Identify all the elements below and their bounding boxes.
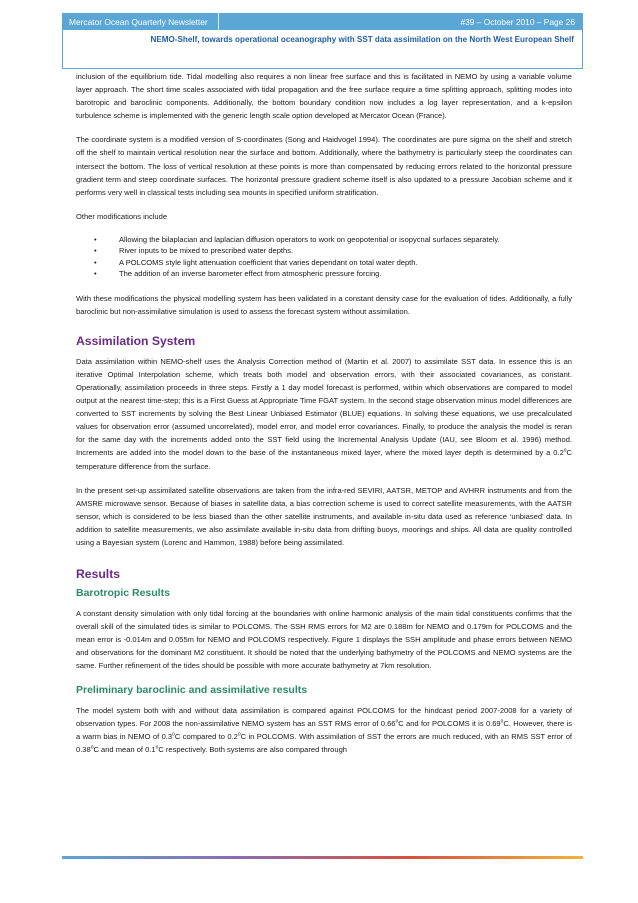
paragraph: inclusion of the equilibrium tide. Tidal modelling also requires a non linear free surface and this is facilitated in NEMO by using a variable volume layer approach. The short time scales associated with tidal propagation and the free surface require a time splitting approach, splitting modes into barotropic and baroclinic components. Additionally, the bottom boundary condition now includes a log layer representation, and a k-epsilon turbulence scheme is implemented with the generic length scale option developed at Mercator Ocean (France). <box>76 72 572 121</box>
text-run: C and for POLCOMS it is 0.69 <box>398 718 501 728</box>
degree-mark: o <box>563 447 567 454</box>
paragraph: A constant density simulation with only tidal forcing at the boundaries with online harmonic analysis of the main tidal constituents confirms that the overall skill of the simulated tides is similar to POLCOMS. The SSH RMS errors for M2 are 0.188m for NEMO and 0.179m for POLCOMS and the mean error is -0.014m and 0.055m for NEMO and POLCOMS respectively. Figure 1 displays the SSH amplitude and phase errors between NEMO and observations for the dominant M2 constituent. It should be noted that the underlying bathymetry of the POLCOMS and NEMO systems are the same. Further refinement of the tides should be possible with more accurate bathymetry at 7km resolution. <box>76 609 572 671</box>
subsection-heading-barotropic: Barotropic Results <box>76 587 170 600</box>
text-run: Data assimilation within NEMO-shelf uses the Analysis Correction method of (Martin et al. 2007) to assimilate SST data. In essence this is an iterative Optimal Interpolation scheme, which treats both model and observation errors, with their associated covariances, as constant. Operationally, assimilation proceeds in three steps. Firstly a 1 day model forecast is performed, within which observations are compared to model output at the nearest time-step; this is a First Guess at Appropriate Time FGAT system. In the second stage observation minus model differences are converted to SST increments by solving the Best Linear Unbiased Estimator (BLUE) equations. In solving these equations, we use precalculated values for observation error (assumed uncorrelated), model error, and model error covariances. Finally, to produce the analysis the model is reran for the same day with the increments added onto the SST field using the Incremental Analysis Update (IAU, see Bloom et al. 1996) method. Increments are added into the model down to the base of the instantaneous mixed layer, where the mixed layer depth is determined by a 0.2 <box>76 356 572 458</box>
page-header <box>62 13 583 69</box>
list-item: • Allowing the bilaplacian and laplacian diffusion operators to work on geopotential or isopycnal surfaces separately. <box>76 234 572 245</box>
issue-page-number: #39 – October 2010 – Page 26 <box>460 16 575 27</box>
paragraph <box>76 355 572 473</box>
modifications-list <box>76 234 572 280</box>
section-heading-assimilation: Assimilation System <box>76 333 196 348</box>
text-run: C in POLCOMS. With assimilation of SST the errors are much reduced, with an RMS SST error of 0.38 <box>76 731 572 754</box>
paragraph: Other modifications include <box>76 211 168 221</box>
degree-mark: o <box>395 718 399 725</box>
list-item: • River inputs to be mixed to prescribed water depths. <box>76 245 572 256</box>
text-run: C. However, there is a warm bias in NEMO of 0.3 <box>76 718 573 741</box>
subsection-heading-baroclinic: Preliminary baroclinic and assimilative results <box>76 683 308 696</box>
degree-mark: o <box>155 744 159 751</box>
newsletter-title: Mercator Ocean Quarterly Newsletter <box>69 13 219 30</box>
footer-divider <box>62 856 583 859</box>
article-body <box>76 70 572 767</box>
header-subtitle-box <box>62 30 583 69</box>
text-run: C compared to 0.2 <box>174 731 238 741</box>
degree-mark: o <box>90 744 94 751</box>
list-item: • A POLCOMS style light attenuation coefficient that varies dependant on total water depth. <box>76 257 572 268</box>
paragraph: The coordinate system is a modified version of S-coordinates (Song and Haidvogel 1994). The coordinates are pure sigma on the shelf and stretch off the shelf to maintain vertical resolution near the surface and bottom. Additionally, where the bathymetry is particularly steep the coordinates can intersect the bottom. The loss of vertical resolution at these points is more than compensated by reducing errors related to the horizontal pressure gradient term and steep coordinate surfaces. The horizontal pressure gradient scheme itself is also updated to a pressure Jacobian scheme and it performs very well in classical tests including sea mounts in specified uniform stratification. <box>76 135 572 197</box>
text-run: C temperature difference from the surface. <box>76 448 572 471</box>
header-bar <box>62 13 583 30</box>
section-heading-results: Results <box>76 567 121 582</box>
text-run: C respectively. Both systems are also compared through <box>158 744 347 754</box>
text-run: C and mean of 0.1 <box>93 744 156 754</box>
text-run: The model system both with and without data assimilation is compared against POLCOMS for the hindcast period 2007-2008 for a variety of observation types. For 2008 the non-assimilative NEMO system has an SST RMS error of 0.66 <box>76 705 572 728</box>
paragraph: With these modifications the physical modelling system has been validated in a constant density case for the evaluation of tides. Additionally, a fully baroclinic but non-assimilative simulation is used to assess the forecast system without assimilation. <box>76 293 572 316</box>
paragraph <box>76 704 572 756</box>
degree-mark: o <box>237 731 241 738</box>
degree-mark: o <box>500 718 504 725</box>
degree-mark: o <box>172 731 175 738</box>
paragraph: In the present set-up assimilated satellite observations are taken from the infra-red SEVIRI, AATSR, METOP and AVHRR instruments and from the AMSRE microwave sensor. Because of biases in satellite data, a bias correction scheme is used to correct satellite measurements, with the AATSR sensor, which is considered to be less biased than the other satellite instruments, and available in-situ data used as reference ‘unbiased’ data. In addition to satellite measurements, we also assimilate available in-situ data from drifting buoys, moorings and ships. All data are quality controlled using a Bayesian system (Lorenc and Hammon, 1988) before being assimilated. <box>76 485 572 547</box>
article-title: NEMO-Shelf, towards operational oceanography with SST data assimilation on the North West European Shelf <box>150 35 574 44</box>
list-item: • The addition of an inverse barometer effect from atmospheric pressure forcing. <box>76 268 572 279</box>
